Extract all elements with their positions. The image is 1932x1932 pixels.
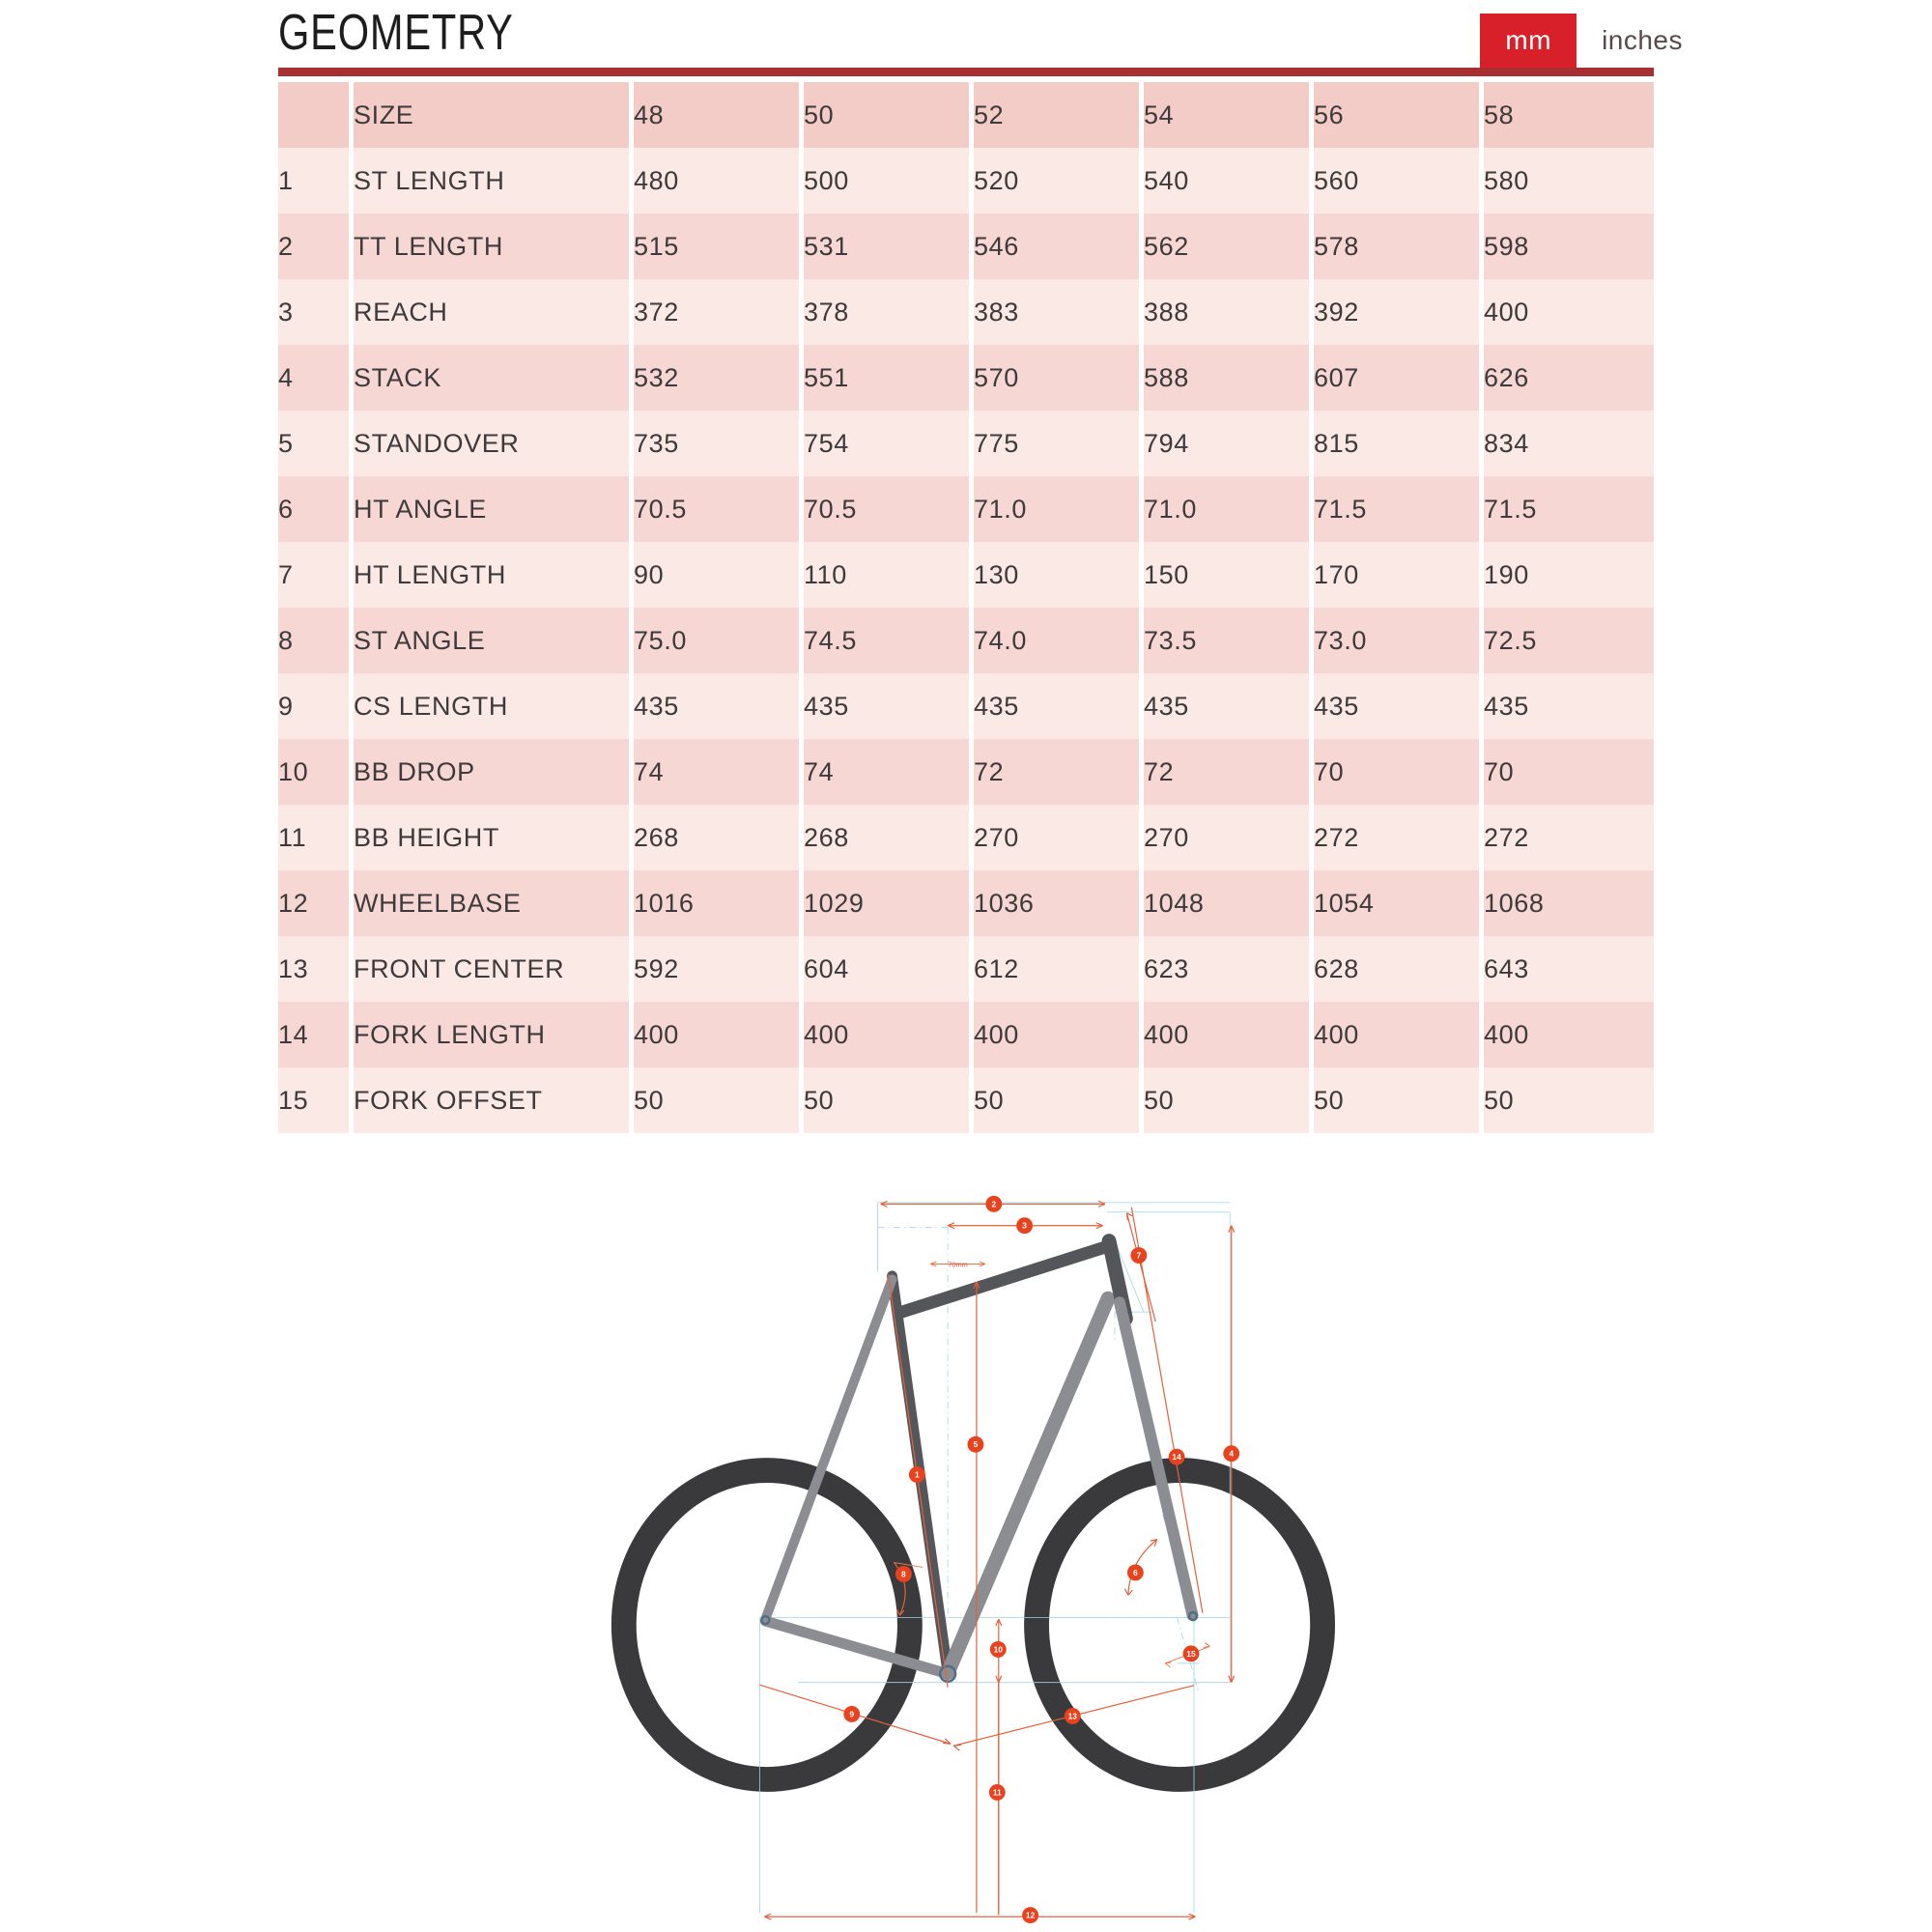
row-value: 735 [634,411,804,476]
callout-badge-11 [989,1784,1006,1801]
table-row [278,936,1654,1002]
callout-number: 4 [1229,1448,1235,1459]
row-value: 592 [634,936,804,1002]
unit-toggle-mm[interactable]: mm [1480,14,1577,68]
row-value: 75.0 [634,608,804,673]
row-value: 598 [1484,213,1654,279]
row-value: 72 [974,739,1144,805]
row-value: 70 [1314,739,1484,805]
row-value: 383 [974,279,1144,345]
table-row [278,148,1654,213]
table-row [278,542,1654,608]
table-row [278,1002,1654,1067]
header-size-50: 50 [804,82,974,148]
row-index: 5 [278,411,354,476]
row-value: 74.0 [974,608,1144,673]
table-row [278,870,1654,936]
row-value: 71.5 [1314,476,1484,542]
callout-badge-14 [1169,1449,1185,1465]
callout-badge-9 [843,1706,860,1722]
table-row [278,279,1654,345]
row-value: 71.5 [1484,476,1654,542]
row-value: 50 [974,1067,1144,1133]
row-value: 170 [1314,542,1484,608]
row-value: 1048 [1144,870,1314,936]
table-row [278,673,1654,739]
row-value: 400 [804,1002,974,1067]
row-value: 580 [1484,148,1654,213]
row-value: 435 [1144,673,1314,739]
row-value: 392 [1314,279,1484,345]
callout-badge-13 [1065,1708,1081,1724]
callout-number: 3 [1022,1220,1027,1231]
geometry-table [278,82,1654,1133]
row-value: 272 [1314,805,1484,870]
row-value: 71.0 [974,476,1144,542]
row-index: 13 [278,936,354,1002]
row-value: 1054 [1314,870,1484,936]
row-value: 50 [634,1067,804,1133]
header-index-cell [278,82,354,148]
row-index: 2 [278,213,354,279]
row-index: 10 [278,739,354,805]
row-value: 1016 [634,870,804,936]
table-body [278,148,1654,1133]
callout-number: 6 [1133,1567,1138,1577]
row-value: 562 [1144,213,1314,279]
page-header [0,0,1932,77]
callout-number: 8 [901,1569,906,1579]
callout-number: 15 [1186,1648,1196,1659]
callout-number: 9 [849,1709,855,1719]
row-label: ST ANGLE [354,608,634,673]
table-row [278,345,1654,411]
row-value: 794 [1144,411,1314,476]
callout-number: 2 [991,1199,997,1209]
row-index: 6 [278,476,354,542]
row-value: 628 [1314,936,1484,1002]
row-index: 7 [278,542,354,608]
header-size-label: SIZE [354,82,634,148]
row-value: 71.0 [1144,476,1314,542]
row-index: 14 [278,1002,354,1067]
row-label: STACK [354,345,634,411]
row-value: 626 [1484,345,1654,411]
row-value: 570 [974,345,1144,411]
row-label: FORK LENGTH [354,1002,634,1067]
row-label: BB HEIGHT [354,805,634,870]
row-value: 1036 [974,870,1144,936]
row-index: 3 [278,279,354,345]
row-value: 74.5 [804,608,974,673]
row-label: TT LENGTH [354,213,634,279]
row-value: 754 [804,411,974,476]
table-header-row [278,82,1654,148]
row-value: 546 [974,213,1144,279]
callout-badge-8 [895,1566,912,1582]
row-value: 74 [804,739,974,805]
row-index: 9 [278,673,354,739]
row-value: 372 [634,279,804,345]
row-value: 400 [634,1002,804,1067]
row-value: 435 [1484,673,1654,739]
row-label: WHEELBASE [354,870,634,936]
callout-badge-5 [967,1436,983,1453]
header-size-54: 54 [1144,82,1314,148]
row-value: 388 [1144,279,1314,345]
row-index: 8 [278,608,354,673]
header-size-56: 56 [1314,82,1484,148]
row-value: 435 [804,673,974,739]
row-value: 72 [1144,739,1314,805]
header-size-48: 48 [634,82,804,148]
row-value: 74 [634,739,804,805]
row-value: 607 [1314,345,1484,411]
row-index: 12 [278,870,354,936]
row-value: 540 [1144,148,1314,213]
row-value: 623 [1144,936,1314,1002]
row-label: ST LENGTH [354,148,634,213]
row-value: 520 [974,148,1144,213]
unit-toggle-group [1480,14,1708,68]
row-value: 72.5 [1484,608,1654,673]
callout-badge-4 [1223,1445,1239,1462]
row-value: 130 [974,542,1144,608]
row-value: 70.5 [634,476,804,542]
row-value: 1029 [804,870,974,936]
row-label: CS LENGTH [354,673,634,739]
unit-toggle-inches[interactable]: inches [1602,25,1683,55]
row-value: 70 [1484,739,1654,805]
bike-geometry-diagram [242,1183,1690,1932]
callout-number: 12 [1025,1910,1036,1920]
table-row [278,739,1654,805]
callout-number: 10 [993,1644,1003,1655]
row-value: 435 [634,673,804,739]
row-value: 50 [804,1067,974,1133]
callout-badge-2 [985,1196,1002,1212]
row-value: 73.5 [1144,608,1314,673]
callout-badge-1 [909,1466,925,1483]
row-value: 190 [1484,542,1654,608]
row-value: 515 [634,213,804,279]
row-value: 50 [1144,1067,1314,1133]
row-value: 73.0 [1314,608,1484,673]
table-row [278,1067,1654,1133]
row-value: 560 [1314,148,1484,213]
callout-number: 7 [1136,1250,1142,1261]
row-value: 612 [974,936,1144,1002]
row-index: 11 [278,805,354,870]
table-row [278,608,1654,673]
row-value: 588 [1144,345,1314,411]
callout-number: 13 [1067,1711,1077,1721]
row-value: 400 [1144,1002,1314,1067]
bike-frame [761,1241,1197,1682]
row-index: 15 [278,1067,354,1133]
row-value: 531 [804,213,974,279]
row-value: 70.5 [804,476,974,542]
callout-badge-6 [1127,1564,1144,1580]
row-value: 400 [1484,279,1654,345]
row-value: 815 [1314,411,1484,476]
header-size-52: 52 [974,82,1144,148]
header-size-58: 58 [1484,82,1654,148]
row-label: FORK OFFSET [354,1067,634,1133]
row-value: 270 [1144,805,1314,870]
row-value: 532 [634,345,804,411]
callout-badge-7 [1130,1247,1147,1264]
row-value: 551 [804,345,974,411]
row-label: HT LENGTH [354,542,634,608]
row-value: 400 [1484,1002,1654,1067]
table-row [278,805,1654,870]
table-head [278,82,1654,148]
row-value: 270 [974,805,1144,870]
row-label: HT ANGLE [354,476,634,542]
row-value: 50 [1314,1067,1484,1133]
callout-number: 14 [1172,1452,1181,1463]
note-70mm: 70mm [948,1260,968,1269]
row-label: STANDOVER [354,411,634,476]
row-value: 90 [634,542,804,608]
row-value: 50 [1484,1067,1654,1133]
callout-number: 1 [914,1469,920,1480]
page-title: GEOMETRY [278,5,514,61]
row-label: FRONT CENTER [354,936,634,1002]
callout-badge-12 [1022,1907,1038,1923]
row-label: BB DROP [354,739,634,805]
table-row [278,213,1654,279]
row-value: 1068 [1484,870,1654,936]
callout-number: 11 [992,1787,1002,1798]
row-value: 378 [804,279,974,345]
table-row [278,476,1654,542]
row-index: 4 [278,345,354,411]
row-value: 400 [974,1002,1144,1067]
row-value: 272 [1484,805,1654,870]
row-value: 110 [804,542,974,608]
row-value: 604 [804,936,974,1002]
row-value: 775 [974,411,1144,476]
front-wheel [1037,1470,1322,1779]
row-value: 268 [804,805,974,870]
callout-badge-10 [990,1641,1007,1658]
row-value: 643 [1484,936,1654,1002]
row-value: 435 [1314,673,1484,739]
title-divider-rule [278,68,1654,76]
row-value: 480 [634,148,804,213]
row-value: 268 [634,805,804,870]
row-value: 834 [1484,411,1654,476]
row-value: 400 [1314,1002,1484,1067]
row-value: 435 [974,673,1144,739]
row-value: 578 [1314,213,1484,279]
row-value: 150 [1144,542,1314,608]
row-value: 500 [804,148,974,213]
callout-number: 5 [973,1439,979,1450]
callout-badge-15 [1183,1645,1200,1662]
row-label: REACH [354,279,634,345]
row-index: 1 [278,148,354,213]
callout-badge-3 [1016,1217,1033,1234]
table-row [278,411,1654,476]
